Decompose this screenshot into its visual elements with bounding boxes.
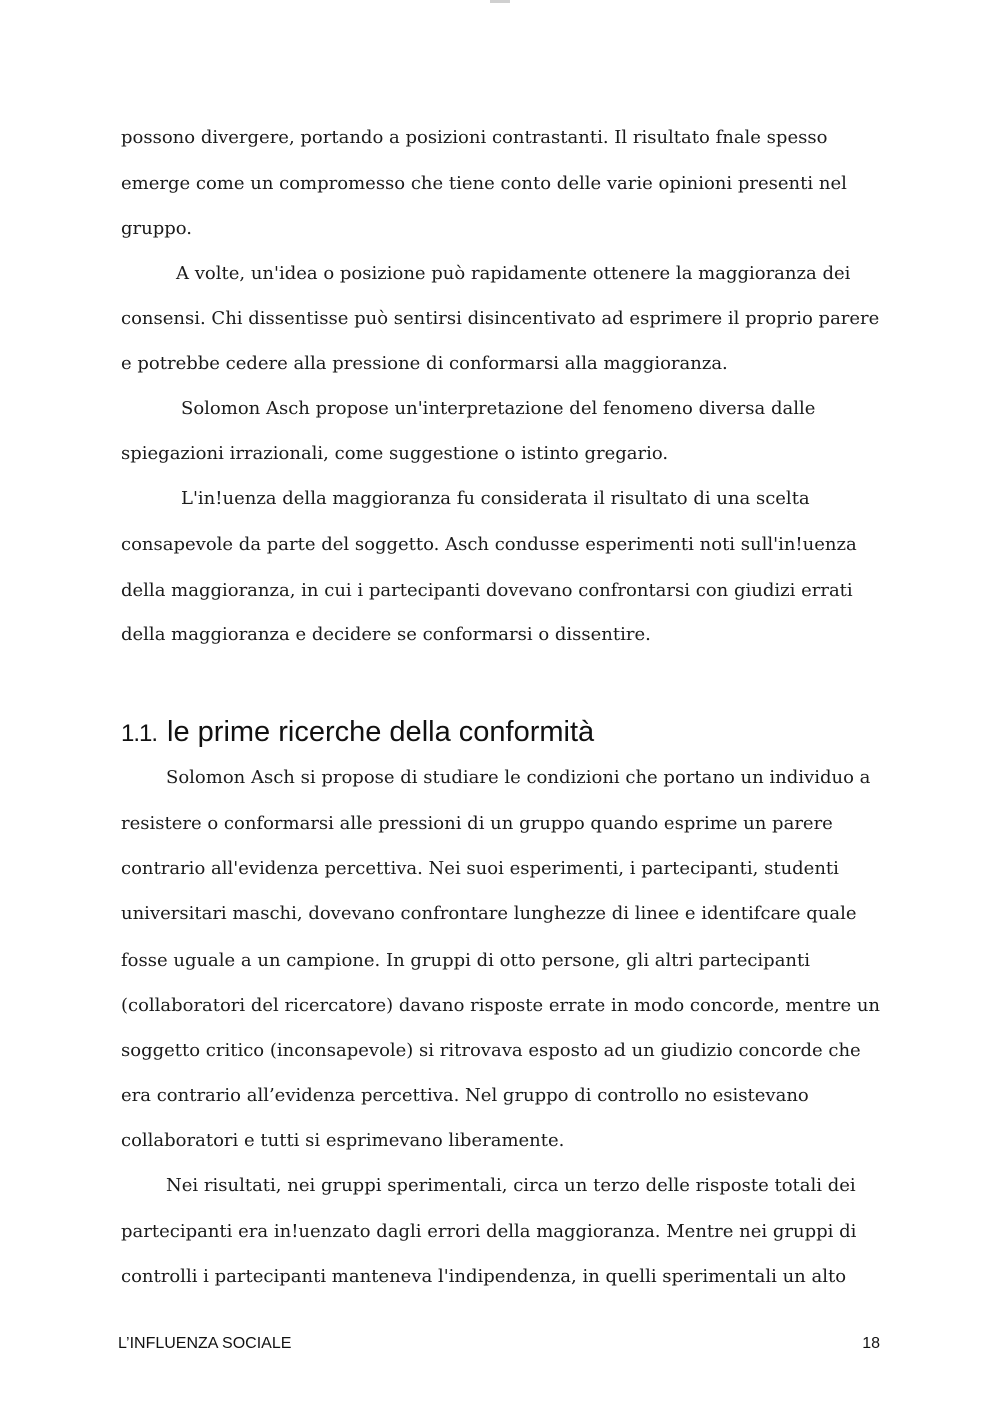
- text-line: della maggioranza e decidere se conformarsi o dissentire.: [121, 624, 651, 645]
- text-line: gruppo.: [121, 218, 193, 239]
- footer-title: L’INFLUENZA SOCIALE: [118, 1335, 292, 1352]
- text-line: consensi. Chi dissentisse può sentirsi disincentivato ad esprimere il proprio parere: [121, 308, 880, 329]
- page-number: 18: [862, 1335, 880, 1352]
- text-line: A volte, un'idea o posizione può rapidamente ottenere la maggioranza dei: [176, 263, 851, 284]
- text-line: Solomon Asch propose un'interpretazione del fenomeno diversa dalle: [181, 398, 816, 419]
- section-heading: [121, 713, 594, 753]
- text-line: contrario all'evidenza percettiva. Nei suoi esperimenti, i partecipanti, studenti: [121, 858, 839, 879]
- text-line: della maggioranza, in cui i partecipanti dovevano confrontarsi con giudizi errati: [121, 580, 853, 601]
- text-line: era contrario all’evidenza percettiva. Nel gruppo di controllo no esistevano: [121, 1085, 809, 1106]
- section-number: 1.1.: [121, 720, 158, 747]
- text-line: L'in!uenza della maggioranza fu considerata il risultato di una scelta: [181, 488, 810, 509]
- text-line: spiegazioni irrazionali, come suggestione o istinto gregario.: [121, 443, 669, 464]
- text-line: collaboratori e tutti si esprimevano liberamente.: [121, 1130, 565, 1151]
- text-line: (collaboratori del ricercatore) davano risposte errate in modo concorde, mentre un: [121, 995, 881, 1016]
- text-line: partecipanti era in!uenzato dagli errori della maggioranza. Mentre nei gruppi di: [121, 1221, 857, 1242]
- text-line: emerge come un compromesso che tiene conto delle varie opinioni presenti nel: [121, 173, 847, 194]
- text-line: Solomon Asch si propose di studiare le condizioni che portano un individuo a: [166, 767, 871, 788]
- text-line: Nei risultati, nei gruppi sperimentali, circa un terzo delle risposte totali dei: [166, 1175, 856, 1196]
- section-title: le prime ricerche della conformità: [167, 716, 595, 748]
- text-line: e potrebbe cedere alla pressione di conformarsi alla maggioranza.: [121, 353, 728, 374]
- text-line: resistere o conformarsi alle pressioni di un gruppo quando esprime un parere: [121, 813, 833, 834]
- text-line: soggetto critico (inconsapevole) si ritrovava esposto ad un giudizio concorde che: [121, 1040, 861, 1061]
- text-line: possono divergere, portando a posizioni contrastanti. Il risultato fnale spesso: [121, 127, 828, 148]
- text-line: controlli i partecipanti manteneva l'indipendenza, in quelli sperimentali un alto: [121, 1266, 847, 1287]
- text-line: fosse uguale a un campione. In gruppi di otto persone, gli altri partecipanti: [121, 950, 811, 971]
- text-line: consapevole da parte del soggetto. Asch condusse esperimenti noti sull'in!uenza: [121, 534, 857, 555]
- text-line: universitari maschi, dovevano confrontare lunghezze di linee e identifcare quale: [121, 903, 857, 924]
- header-mark: [490, 0, 510, 3]
